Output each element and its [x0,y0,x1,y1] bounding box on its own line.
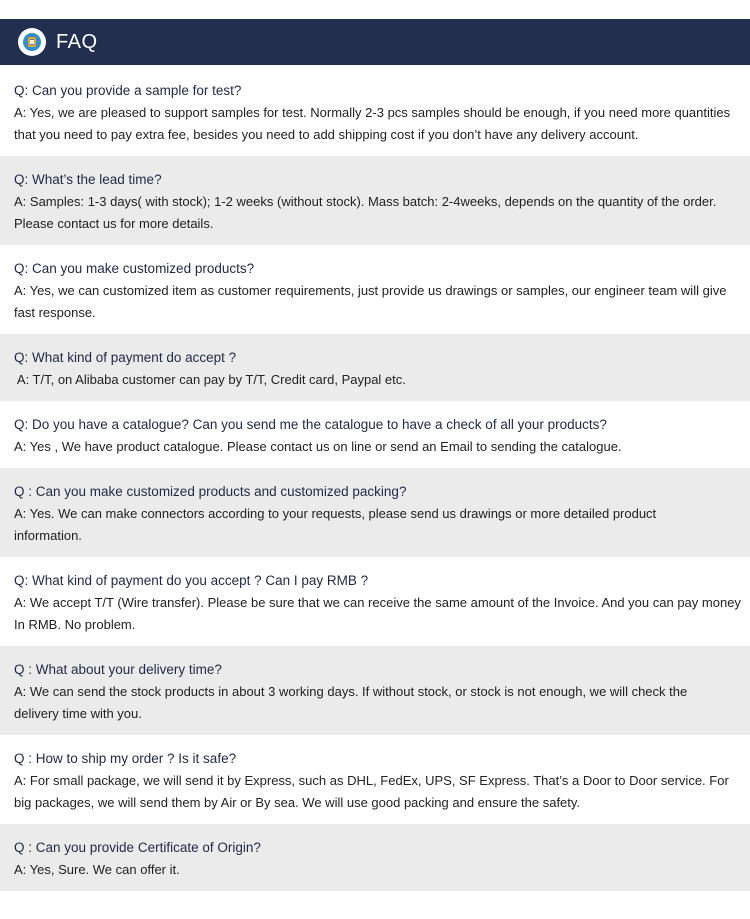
faq-question: Q : How to ship my order ? Is it safe? [14,751,237,766]
faq-item [0,401,750,468]
faq-item [0,735,750,824]
faq-list [0,67,750,891]
page-title: FAQ [56,31,98,53]
faq-question: Q: Do you have a catalogue? Can you send me the catalogue to have a check of all your products? [14,417,607,432]
faq-question: Q : Can you provide Certificate of Origin? [14,840,261,855]
faq-question: Q: Can you provide a sample for test? [14,83,242,98]
faq-answer: A: We can send the stock products in about 3 working days. If without stock, or stock is not enough, we will check the delivery time with you. [14,684,688,721]
faq-answer: A: Samples: 1-3 days( with stock); 1-2 weeks (without stock). Mass batch: 2-4weeks, depends on the quantity of the order. Please contact us for more details. [14,194,717,231]
faq-answer: A: Yes , We have product catalogue. Please contact us on line or send an Email to sending the catalogue. [14,439,622,454]
faq-question: Q: What kind of payment do accept ? [14,350,237,365]
faq-answer: A: T/T, on Alibaba customer can pay by T/T, Credit card, Paypal etc. [14,372,406,387]
faq-header [0,19,750,65]
faq-question: Q : Can you make customized products and customized packing? [14,484,407,499]
faq-answer: A: Yes. We can make connectors according to your requests, please send us drawings or more detailed product information. [14,506,657,543]
faq-item [0,245,750,334]
faq-answer: A: Yes, we can customized item as customer requirements, just provide us drawings or samples, our engineer team will give fast response. [14,283,727,320]
faq-question: Q : What about your delivery time? [14,662,222,677]
faq-answer: A: We accept T/T (Wire transfer). Please be sure that we can receive the same amount of the Invoice. And you can pay money In RMB. No problem. [14,595,741,632]
faq-question: Q: What kind of payment do you accept ? Can I pay RMB ? [14,573,369,588]
faq-item [0,67,750,156]
faq-answer: A: Yes, we are pleased to support samples for test. Normally 2-3 pcs samples should be enough, if you need more quantities that you need to pay extra fee, besides you need to add shipping cost if you don’t have any delivery account. [14,105,731,142]
logo-mark [23,33,41,51]
faq-item [0,468,750,557]
faq-item [0,824,750,891]
faq-answer: A: Yes, Sure. We can offer it. [14,862,180,877]
faq-item [0,557,750,646]
faq-item [0,646,750,735]
faq-item [0,334,750,401]
faq-answer: A: For small package, we will send it by Express, such as DHL, FedEx, UPS, SF Express. That’s a Door to Door service. For big packages, we will send them by Air or By sea. We will use good packing and ensure the safety. [14,773,729,810]
faq-item [0,156,750,245]
faq-question: Q: Can you make customized products? [14,261,255,276]
faq-question: Q: What’s the lead time? [14,172,162,187]
company-logo-icon [18,28,46,56]
